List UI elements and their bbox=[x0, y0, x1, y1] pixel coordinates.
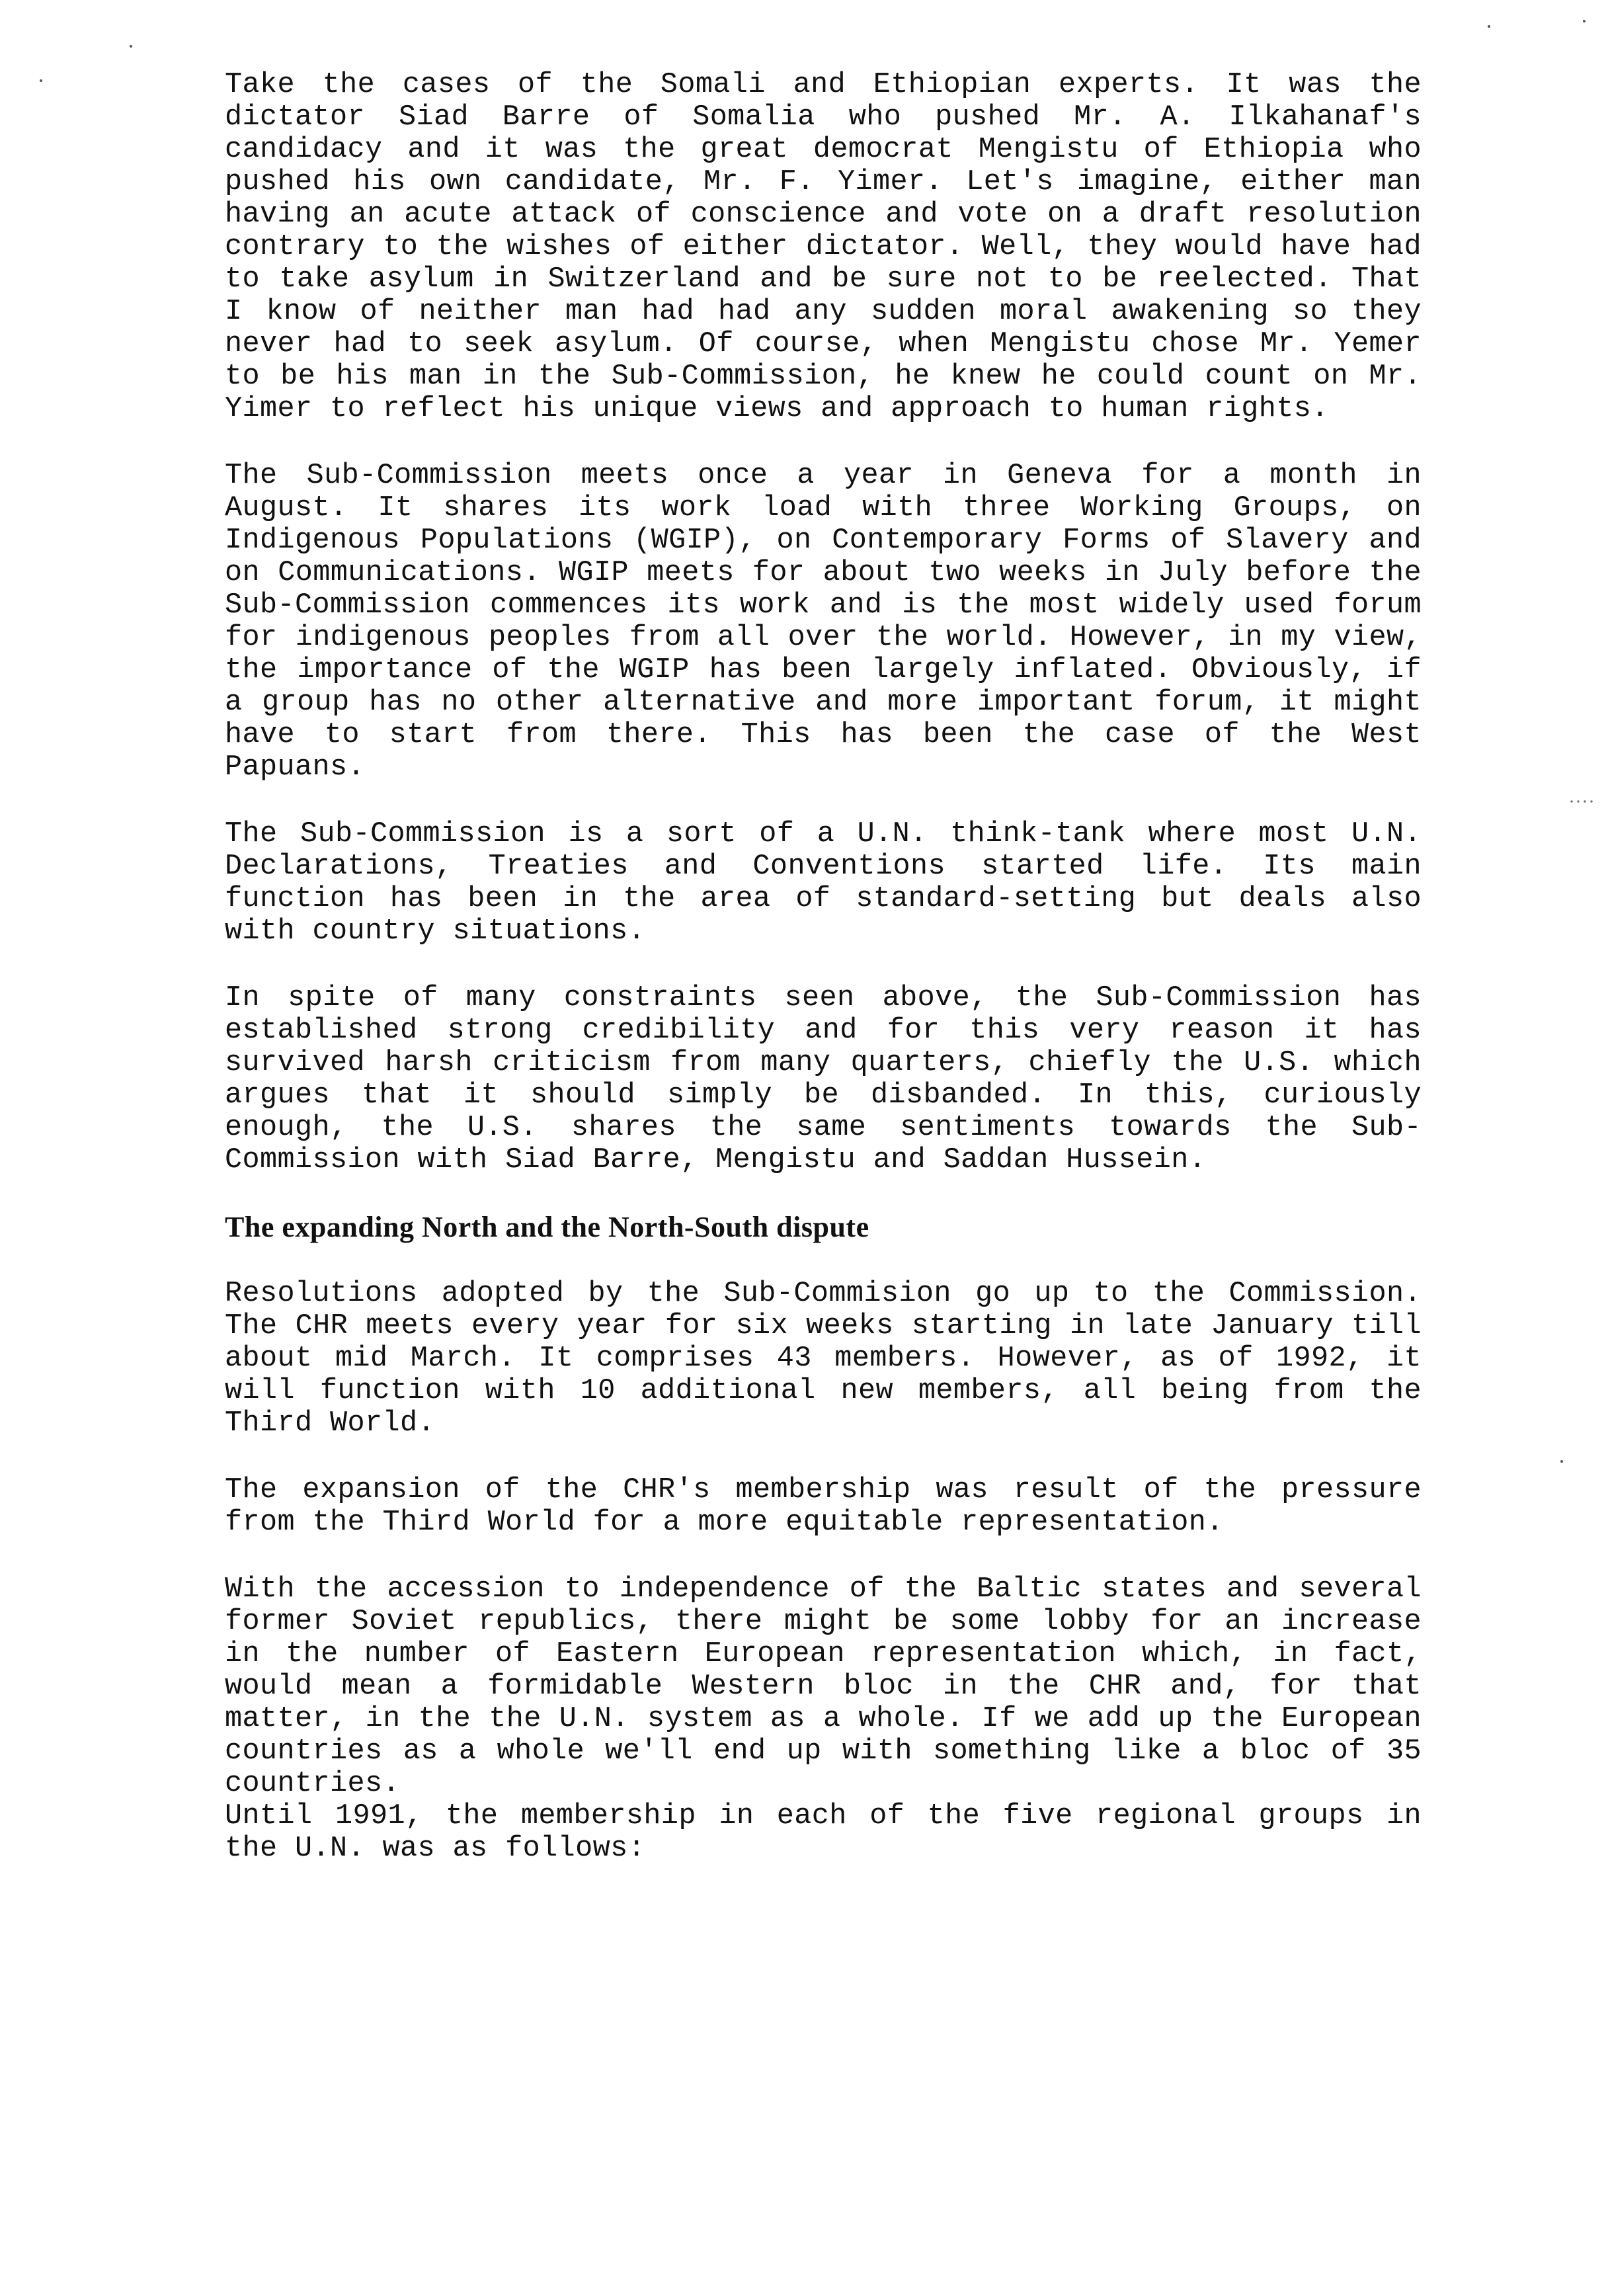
scan-speck bbox=[1488, 25, 1490, 28]
paragraph-sub-commission-meetings: The Sub-Commission meets once a year in Geneva for a month in August. It shares its work load with three Working Groups, on Indigenous Populations (WGIP), on Contemporary Forms of Slavery and on Communications. WGIP meets for about two weeks in July before the Sub-Commission commences its work and is the most widely used forum for indigenous peoples from all over the world. However, in my view, the importance of the WGIP has been largely inflated. Obviously, if a group has no other alternative and more important forum, it might have to start from there. This has been the case of the West Papuans. bbox=[225, 460, 1422, 784]
scan-speck bbox=[1560, 1460, 1563, 1463]
paragraph-baltic-states: With the accession to independence of the Baltic states and several former Soviet republics, there might be some lobby for an increase in the number of Eastern European representation which, in fact, would mean a formidable Western bloc in the CHR and, for that matter, in the the U.N. system as a whole. If we add up the European countries as a whole we'll end up with something like a bloc of 35 countries. bbox=[225, 1573, 1422, 1800]
scan-speck bbox=[40, 79, 42, 82]
paragraph-expansion: The expansion of the CHR's membership was result of the pressure from the Third World for a more equitable representation. bbox=[225, 1474, 1422, 1539]
scan-speck bbox=[1583, 20, 1586, 22]
paragraph-credibility: In spite of many constraints seen above, the Sub-Commission has established strong credibility and for this very reason it has survived harsh criticism from many quarters, chiefly the U.S. which argues that it should simply be disbanded. In this, curiously enough, the U.S. shares the same sentiments towards the Sub-Commission with Siad Barre, Mengistu and Saddan Hussein. bbox=[225, 982, 1422, 1176]
scan-dots bbox=[1568, 800, 1595, 803]
paragraph-think-tank: The Sub-Commission is a sort of a U.N. think-tank where most U.N. Declarations, Treaties and Conventions started life. Its main function has been in the area of standard-setting but deals also with country situations. bbox=[225, 818, 1422, 948]
paragraph-somali-ethiopian-experts: Take the cases of the Somali and Ethiopian experts. It was the dictator Siad Barre of Somalia who pushed Mr. A. Ilkahanaf's candidacy and it was the great democrat Mengistu of Ethiopia who pushed his own candidate, Mr. F. Yimer. Let's imagine, either man having an acute attack of conscience and vote on a draft resolution contrary to the wishes of either dictator. Well, they would have had to take asylum in Switzerland and be sure not to be reelected. That I know of neither man had had any sudden moral awakening so they never had to seek asylum. Of course, when Mengistu chose Mr. Yemer to be his man in the Sub-Commission, he knew he could count on Mr. Yimer to reflect his unique views and approach to human rights. bbox=[225, 69, 1422, 425]
section-heading: The expanding North and the North-South dispute bbox=[225, 1211, 869, 1243]
paragraph-resolutions: Resolutions adopted by the Sub-Commision go up to the Commission. The CHR meets every year for six weeks starting in late January till about mid March. It comprises 43 members. However, as of 1992, it will function with 10 additional new members, all being from the Third World. bbox=[225, 1278, 1422, 1440]
document-body bbox=[225, 69, 1422, 1899]
scan-speck bbox=[130, 45, 132, 48]
paragraph-regional-groups: Until 1991, the membership in each of the five regional groups in the U.N. was as follows: bbox=[225, 1800, 1422, 1865]
